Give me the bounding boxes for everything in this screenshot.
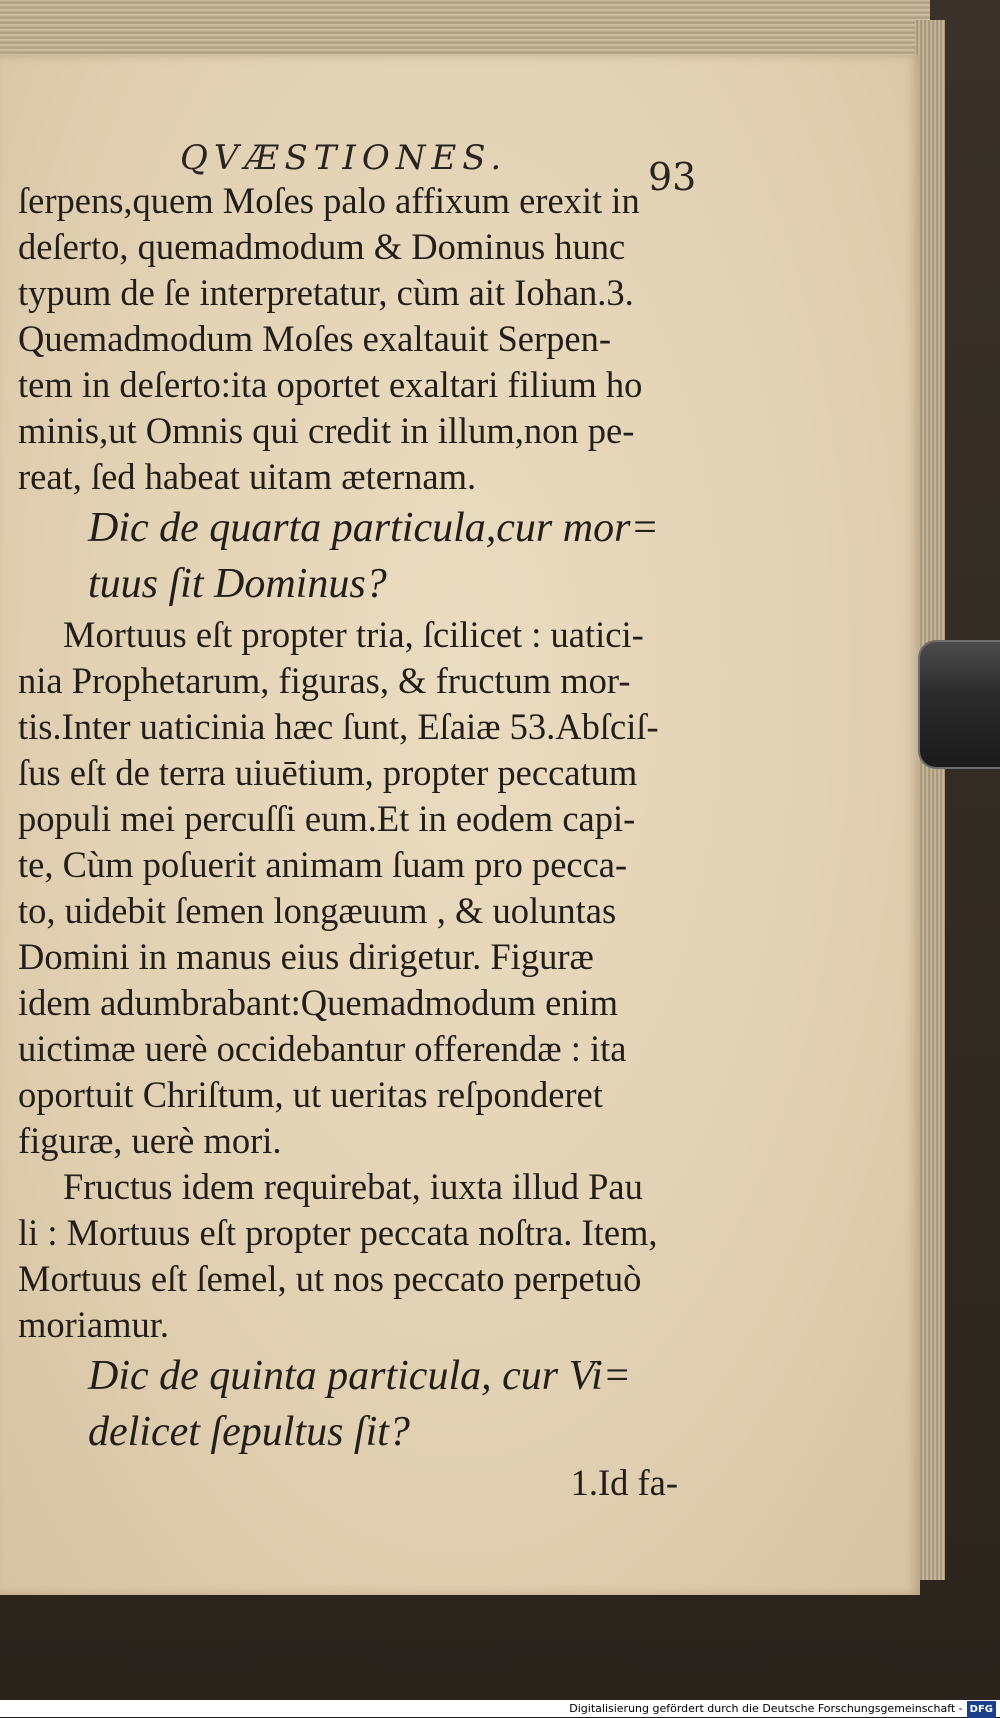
- text-line: populi mei percuſſi eum.Et in eodem capi-: [18, 798, 636, 839]
- book-clasp: [918, 640, 1000, 769]
- text-line: deſerto, quemadmodum & Dominus hunc: [18, 226, 626, 267]
- text-line: Mortuus eſt ſemel, ut nos peccato perpetuò: [18, 1258, 642, 1299]
- text-line: oportuit Chriſtum, ut ueritas reſponderet: [18, 1074, 603, 1115]
- text-line: li : Mortuus eſt propter peccata noſtra. Item,: [18, 1212, 658, 1253]
- catchword: 1.Id fa-: [570, 1462, 678, 1503]
- text-line: reat, ſed habeat uitam æternam.: [18, 456, 477, 497]
- running-head: QVÆSTIONES.: [180, 138, 508, 178]
- text-line: tis.Inter uaticinia hæc ſunt, Eſaiæ 53.Abſciſ-: [18, 706, 659, 747]
- text-line: Quemadmodum Moſes exaltauit Serpen-: [18, 318, 611, 359]
- text-line: te, Cùm poſuerit animam ſuam pro pecca-: [18, 844, 628, 885]
- footer-text: Digitalisierung gefördert durch die Deutsche Forschungsgemeinschaft -: [569, 1702, 963, 1715]
- text-line: Fructus idem requirebat, iuxta illud Pau: [63, 1166, 643, 1207]
- question-heading: delicet ſepultus ſit?: [88, 1409, 410, 1455]
- text-line: nia Prophetarum, figuras, & fructum mor-: [18, 660, 631, 701]
- text-line: to, uidebit ſemen longæuum , & uoluntas: [18, 890, 617, 931]
- page-text: [18, 178, 698, 1506]
- text-line: Domini in manus eius dirigetur. Figuræ: [18, 936, 594, 977]
- question-heading: Dic de quinta particula, cur Vi=: [88, 1353, 632, 1399]
- text-line: tem in deſerto:ita oportet exaltari filium ho: [18, 364, 643, 405]
- text-line: figuræ, uerè mori.: [18, 1120, 282, 1161]
- text-line: moriamur.: [18, 1304, 170, 1345]
- dfg-logo-icon: DFG: [967, 1701, 996, 1718]
- text-line: ſus eſt de terra uiuētium, propter peccatum: [18, 752, 638, 793]
- text-line: Mortuus eſt propter tria, ſcilicet : uatici-: [63, 614, 644, 655]
- question-heading: tuus ſit Dominus?: [88, 561, 387, 607]
- text-line: typum de ſe interpretatur, cùm ait Iohan.3.: [18, 272, 634, 313]
- page-number: 93: [648, 155, 697, 199]
- text-line: minis,ut Omnis qui credit in illum,non pe-: [18, 410, 635, 451]
- text-line: uictimæ uerè occidebantur offerendæ : ita: [18, 1028, 627, 1069]
- question-heading: Dic de quarta particula,cur mor=: [88, 505, 659, 551]
- digitization-footer: [0, 1700, 1000, 1717]
- text-line: ſerpens,quem Moſes palo affixum erexit in: [18, 180, 640, 221]
- book-edge-top: [0, 0, 930, 62]
- text-line: idem adumbrabant:Quemadmodum enim: [18, 982, 619, 1023]
